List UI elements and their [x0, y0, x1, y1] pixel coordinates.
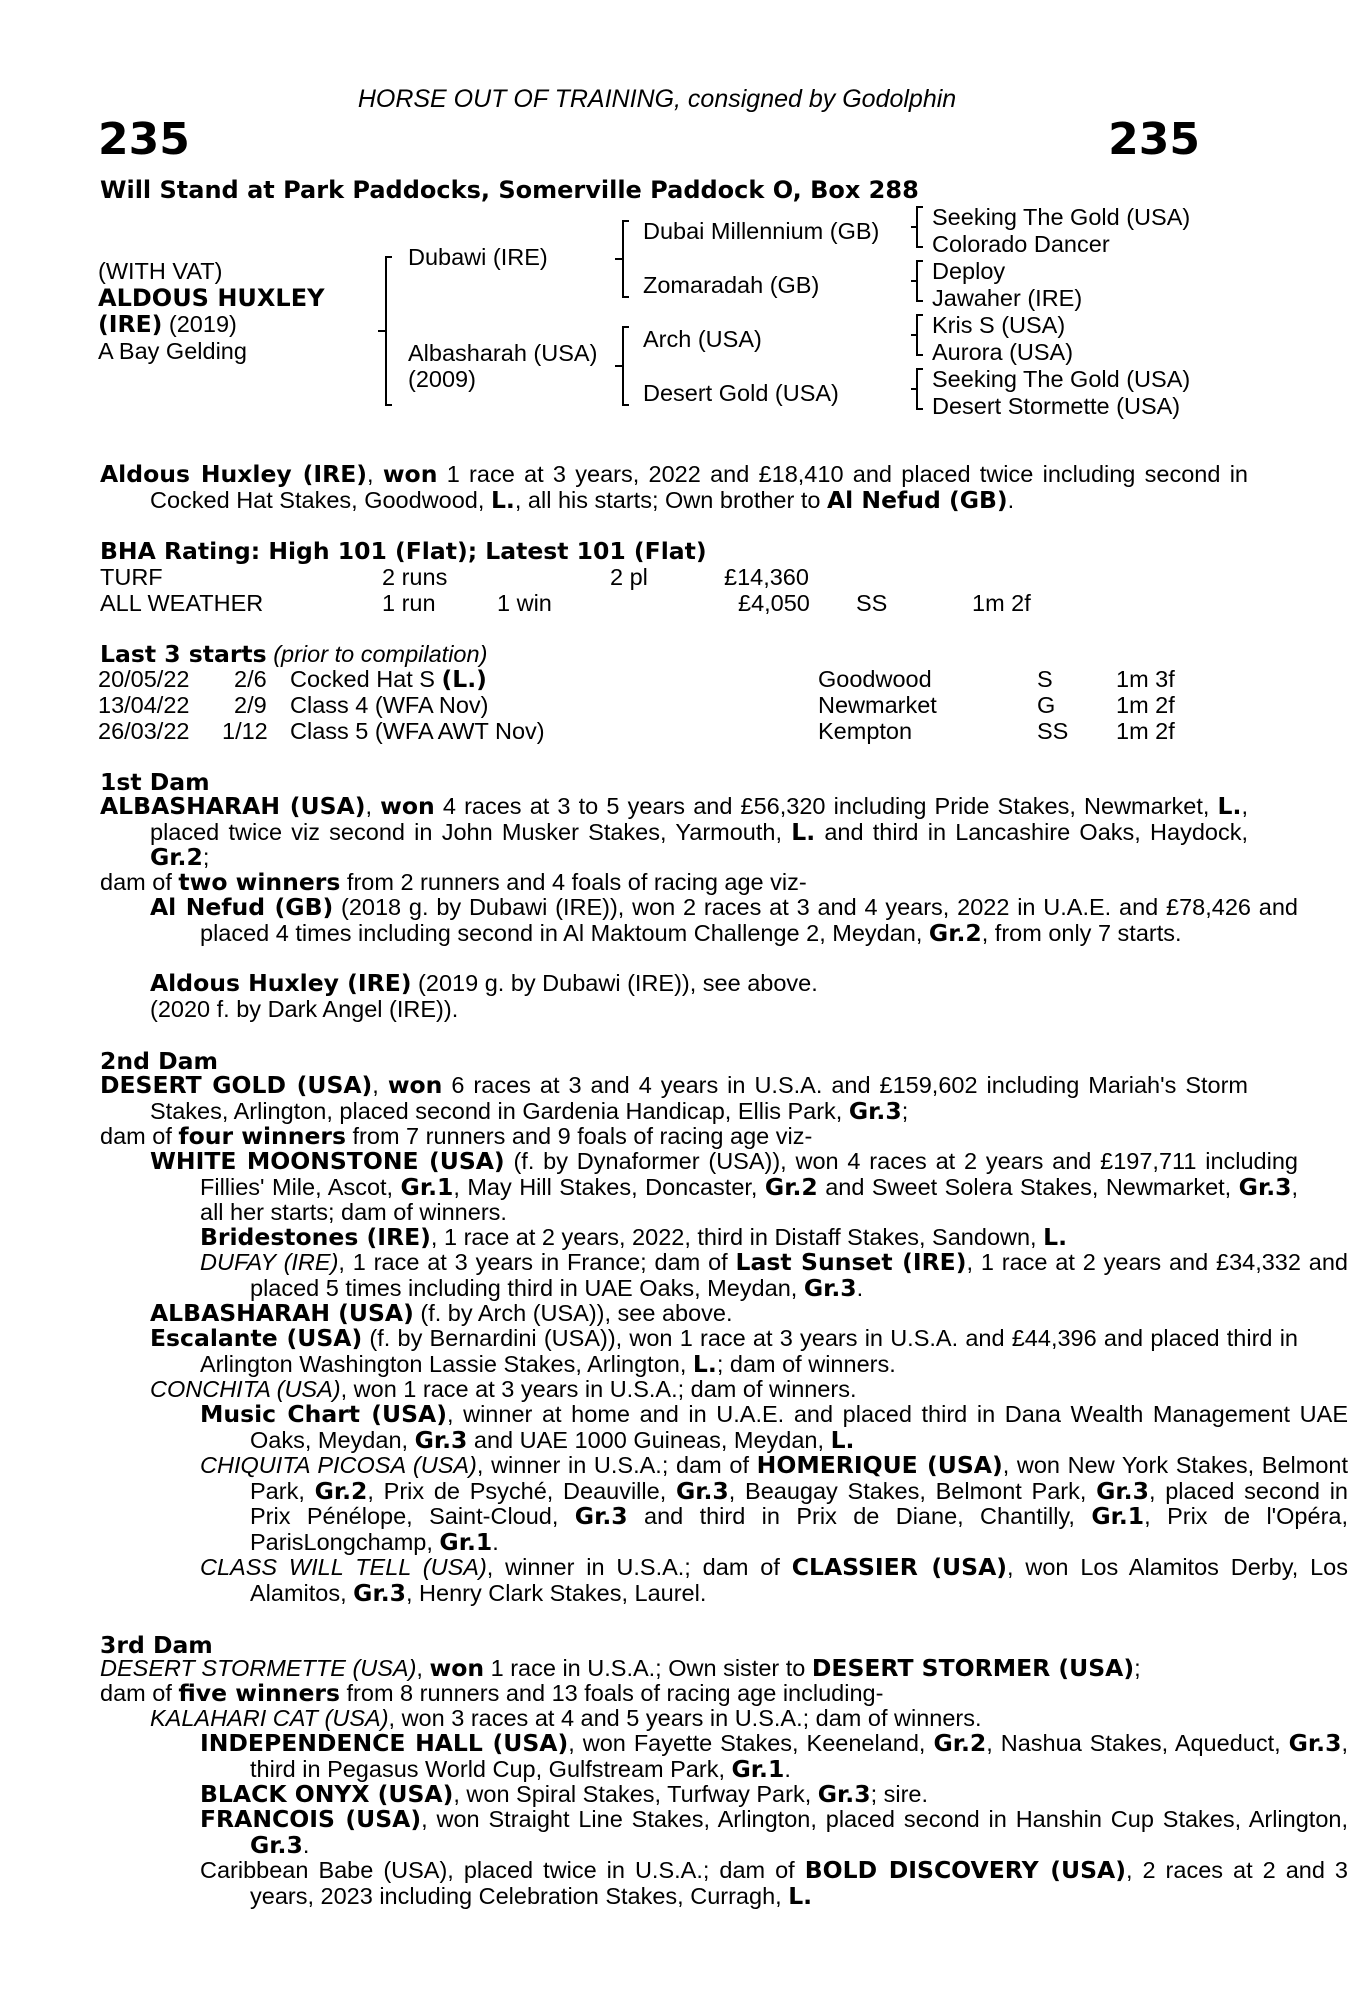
pedigree-sire-sire: Dubai Millennium (GB): [643, 218, 880, 244]
record-text: dam of: [100, 1123, 179, 1149]
produce-name: FRANCOIS (USA): [200, 1805, 422, 1833]
horse-name: ALDOUS HUXLEY: [98, 284, 325, 312]
grade-mark: Gr.3: [817, 1780, 871, 1808]
pedigree-sire: Dubawi (IRE): [408, 244, 548, 270]
record-text: Caribbean Babe (USA), placed twice in U.S.A.; dam of: [200, 1857, 805, 1883]
horse-origin: (IRE): [98, 310, 163, 338]
start-position: 1/12: [222, 718, 268, 744]
produce-name: Last Sunset (IRE): [735, 1248, 967, 1276]
record-text: , 1 race at 2 years, 2022, third in Distaff Stakes, Sandown,: [430, 1224, 1044, 1250]
bha-money: £4,050: [738, 590, 810, 616]
bha-surface: ALL WEATHER: [100, 590, 264, 616]
dam-name: DESERT STORMETTE (USA): [100, 1655, 417, 1681]
record-text: , Henry Clark Stakes, Laurel.: [405, 1579, 707, 1606]
horse-description: A Bay Gelding: [98, 338, 247, 364]
start-course: Kempton: [818, 718, 913, 744]
grade-mark: Gr.2: [933, 1729, 987, 1757]
produce-independence-hall: [100, 1731, 1348, 1782]
pedigree-ddd: Desert Stormette (USA): [932, 393, 1181, 419]
record-text: , winner at home and in U.A.E. and placed third in Dana Wealth Management UAE Oaks, Meydan,: [250, 1401, 1348, 1453]
produce-albasharah: [100, 1301, 1298, 1327]
produce-music-chart: [100, 1402, 1348, 1453]
produce-conchita: [100, 1377, 1298, 1403]
record-text: 6 races at 3 and 4 years in U.S.A. and £159,602 including Mariah's Storm Stakes, Arlington, placed second in Gardenia Handicap, Ellis Park,: [150, 1072, 1248, 1124]
record-text: ;: [901, 1097, 909, 1124]
second-dam-produce-summary: [100, 1124, 1198, 1150]
summary-won: won: [382, 460, 438, 488]
produce-name: BLACK ONYX (USA): [200, 1780, 454, 1808]
start-race: [290, 666, 487, 692]
horse-summary: Aldous Huxley (IRE), won 1 race at 3 years, 2022 and £18,410 and placed twice including second in Cocked Hat Stakes, Goodwood, L., all his starts; Own brother to Al Nefud (GB).: [100, 460, 1249, 514]
stabling-line: Will Stand at Park Paddocks, Somerville Paddock O, Box 288: [100, 176, 919, 204]
record-text: .: [492, 1528, 499, 1555]
record-text: , won New York Stakes, Belmont Park,: [250, 1452, 1348, 1504]
grade-mark: Gr.3: [1288, 1729, 1342, 1757]
record-text: .: [784, 1755, 791, 1782]
start-position: 2/6: [234, 666, 267, 692]
lot-number-left: 235: [98, 114, 190, 165]
dam-name: DESERT GOLD (USA): [100, 1071, 373, 1099]
pedigree-brace-ss: [916, 206, 918, 248]
horse-origin-year: [98, 311, 237, 337]
listed-mark: L.: [692, 1349, 717, 1378]
relative-name: DESERT STORMER (USA): [811, 1654, 1135, 1682]
grade-mark: Gr.2: [764, 1172, 818, 1201]
start-course: Newmarket: [818, 692, 937, 718]
third-dam-record: [100, 1656, 1198, 1682]
record-text: , May Hill Stakes, Doncaster,: [453, 1173, 765, 1200]
bha-money: £14,360: [724, 564, 809, 590]
bha-wins: 1 win: [497, 590, 552, 616]
start-going: S: [1037, 666, 1053, 692]
start-race: Class 5 (WFA AWT Nov): [290, 718, 545, 744]
listed-mark: L.: [1043, 1223, 1068, 1251]
produce-name: Bridestones (IRE): [200, 1223, 431, 1251]
grade-mark: Gr.3: [1238, 1172, 1292, 1201]
produce-name: INDEPENDENCE HALL (USA): [200, 1729, 569, 1757]
pedigree-brace-dam: [622, 326, 624, 406]
produce-2020-filly: [100, 997, 1298, 1023]
record-text: , Nashua Stakes, Aqueduct,: [986, 1730, 1289, 1756]
grade-mark: Gr.2: [150, 843, 203, 871]
record-text: , winner in U.S.A.; dam of: [486, 1554, 792, 1580]
grade-mark: Gr.2: [928, 918, 982, 947]
record-text: , Beaugay Stakes, Belmont Park,: [728, 1477, 1097, 1504]
bha-runs: 1 run: [382, 590, 436, 616]
record-text: 4 races at 3 to 5 years and £56,320 including Pride Stakes, Newmarket,: [434, 793, 1218, 819]
record-text: , third in Pegasus World Cup, Gulfstream Park,: [250, 1730, 1348, 1782]
pedigree-dam-year: (2009): [408, 366, 476, 392]
record-text: (2020 f. by Dark Angel (IRE)).: [150, 996, 459, 1022]
produce-aldous-huxley: [100, 971, 1298, 997]
record-text: from 8 runners and 13 foals of racing age including-: [339, 1680, 884, 1706]
pedigree-brace-dd: [916, 368, 918, 410]
bha-distance: 1m 2f: [972, 590, 1031, 616]
record-text: , Prix de Psyché, Deauville,: [367, 1477, 676, 1504]
won-label: won: [380, 792, 435, 820]
produce-name: CONCHITA (USA): [150, 1376, 341, 1402]
consignment-banner: HORSE OUT OF TRAINING, consigned by Godolphin: [357, 85, 957, 113]
record-text: and third in Lancashire Oaks, Haydock,: [815, 818, 1248, 845]
pedigree-dam: Albasharah (USA): [408, 340, 598, 366]
produce-name: Al Nefud (GB): [150, 893, 334, 921]
record-text: .: [856, 1274, 864, 1301]
produce-name: CLASSIER (USA): [791, 1553, 1007, 1581]
produce-black-onyx: [100, 1782, 1348, 1808]
winners-count: five winners: [178, 1679, 340, 1707]
record-text: , won 1 race at 3 years in U.S.A.; dam of winners.: [340, 1376, 857, 1402]
record-text: 1 race in U.S.A.; Own sister to: [484, 1655, 812, 1681]
start-date: 26/03/22: [98, 718, 190, 744]
record-text: dam of: [100, 1680, 179, 1706]
record-text: ;: [1134, 1655, 1141, 1681]
produce-name: CLASS WILL TELL (USA): [200, 1554, 487, 1580]
produce-chiquita-picosa: [100, 1453, 1348, 1555]
record-text: ;: [202, 844, 210, 870]
record-text: and Sweet Solera Stakes, Newmarket,: [817, 1173, 1239, 1200]
winners-count: two winners: [178, 868, 341, 896]
first-dam-record: ALBASHARAH (USA), won 4 races at 3 to 5 years and £56,320 including Pride Stakes, Newmarket, L., placed twice viz second in John Musker Stakes, Yarmouth, L. and third in Lancashire Oaks, Haydock, Gr.2;: [100, 792, 1248, 871]
summary-listed: L.: [490, 485, 515, 514]
produce-name: Aldous Huxley (IRE): [150, 969, 412, 997]
record-text: ; dam of winners.: [716, 1350, 896, 1377]
pedigree-dam-dam: Desert Gold (USA): [643, 380, 839, 406]
start-distance: 1m 2f: [1116, 692, 1175, 718]
record-text: (f. by Bernardini (USA)), won 1 race at 3 years in U.S.A. and £44,396 and placed third in Arlington Washington Lassie Stakes, Arlington,: [200, 1325, 1298, 1377]
summary-text-1: 1 race at 3 years, 2022 and £18,410 and placed twice including second in Cocked Hat Stakes, Goodwood,: [150, 461, 1249, 513]
record-text: , winner in U.S.A.; dam of: [476, 1452, 757, 1478]
record-text: from 7 runners and 9 foals of racing age viz-: [346, 1123, 813, 1149]
listed-mark: L.: [791, 817, 816, 846]
won-label: won: [429, 1654, 485, 1682]
grade-mark: Gr.1: [400, 1172, 454, 1201]
summary-horse-name: Aldous Huxley (IRE): [100, 460, 368, 488]
second-dam-record: DESERT GOLD (USA), won 6 races at 3 and 4 years in U.S.A. and £159,602 including Mariah's Storm Stakes, Arlington, placed second in Gardenia Handicap, Ellis Park, Gr.3;: [100, 1071, 1248, 1125]
record-text: dam of: [100, 869, 179, 895]
record-text: , Prix de l'Opéra, ParisLongchamp,: [250, 1503, 1348, 1555]
record-text: , placed twice viz second in John Musker Stakes, Yarmouth,: [150, 793, 1248, 845]
record-text: , 1 race at 2 years and £34,332 and placed 5 times including third in UAE Oaks, Meydan,: [250, 1249, 1348, 1301]
record-text: , all her starts; dam of winners.: [200, 1173, 1299, 1225]
pedigree-dss: Kris S (USA): [932, 312, 1066, 338]
produce-name: CHIQUITA PICOSA (USA): [200, 1452, 477, 1478]
summary-brother: Al Nefud (GB): [827, 485, 1008, 514]
produce-caribbean-babe: [100, 1858, 1348, 1909]
start-going: SS: [1037, 718, 1069, 744]
vat-note: (WITH VAT): [98, 258, 223, 284]
grade-mark: Gr.3: [803, 1273, 857, 1302]
record-text: (2018 g. by Dubawi (IRE)), won 2 races at 3 and 4 years, 2022 in U.A.E. and £78,426 and placed 4 times including second in Al Maktoum Challenge 2, Meydan,: [200, 894, 1298, 946]
last-starts-note: (prior to compilation): [273, 641, 488, 667]
pedigree-sdd: Jawaher (IRE): [932, 285, 1083, 311]
grade-mark: Gr.3: [414, 1425, 468, 1454]
third-dam-heading: 3rd Dam: [100, 1631, 213, 1659]
start-date: 20/05/22: [98, 666, 190, 692]
produce-escalante: [100, 1326, 1298, 1377]
record-text: , from only 7 starts.: [981, 919, 1182, 946]
first-dam-heading: 1st Dam: [100, 768, 210, 796]
pedigree-brace-sd: [916, 260, 918, 302]
start-race-grade: (L.): [441, 665, 487, 693]
record-text: (f. by Arch (USA)), see above.: [413, 1300, 733, 1326]
listed-mark: L.: [788, 1881, 813, 1910]
start-going: G: [1037, 692, 1056, 718]
start-date: 13/04/22: [98, 692, 190, 718]
pedigree-dds: Seeking The Gold (USA): [932, 366, 1191, 392]
grade-mark: Gr.3: [250, 1830, 303, 1859]
grade-mark: Gr.3: [1096, 1476, 1149, 1505]
listed-mark: L.: [830, 1425, 855, 1454]
bha-surface: TURF: [100, 564, 163, 590]
listed-mark: L.: [1217, 792, 1242, 820]
grade-mark: Gr.2: [314, 1476, 368, 1505]
produce-dufay: [100, 1250, 1348, 1301]
bha-runs: 2 runs: [382, 564, 448, 590]
summary-text-2: , all his starts; Own brother to: [514, 486, 827, 513]
third-dam-produce-summary: [100, 1681, 1198, 1707]
bha-going: SS: [856, 590, 888, 616]
produce-name: BOLD DISCOVERY (USA): [804, 1856, 1126, 1884]
lot-number-right: 235: [1108, 114, 1200, 165]
grade-mark: Gr.3: [574, 1502, 628, 1530]
grade-mark: Gr.1: [731, 1754, 785, 1783]
start-race-name: Cocked Hat S: [290, 666, 442, 692]
pedigree-sss: Seeking The Gold (USA): [932, 204, 1191, 230]
record-text: , won Spiral Stakes, Turfway Park,: [453, 1781, 818, 1807]
produce-class-will-tell: [100, 1555, 1348, 1606]
record-text: (f. by Dynaformer (USA)), won 4 races at 2 years and £197,711 including Fillies' Mile, Ascot,: [200, 1148, 1298, 1200]
produce-al-nefud: [100, 895, 1298, 946]
record-text: .: [302, 1831, 310, 1858]
record-text: , won 3 races at 4 and 5 years in U.S.A.; dam of winners.: [388, 1705, 982, 1731]
start-distance: 1m 3f: [1116, 666, 1175, 692]
grade-mark: Gr.3: [353, 1578, 406, 1607]
record-text: , 1 race at 3 years in France; dam of: [338, 1249, 736, 1275]
record-text: ,: [416, 1655, 430, 1681]
record-text: and third in Prix de Diane, Chantilly,: [627, 1503, 1092, 1529]
horse-year: (2019): [168, 311, 237, 337]
dam-name: ALBASHARAH (USA): [100, 792, 366, 820]
start-course: Goodwood: [818, 666, 932, 692]
produce-name: ALBASHARAH (USA): [150, 1299, 414, 1327]
record-text: , won Fayette Stakes, Keeneland,: [568, 1730, 934, 1756]
record-text: (2019 g. by Dubawi (IRE)), see above.: [411, 970, 818, 996]
bha-rating-heading: BHA Rating: High 101 (Flat); Latest 101 (Flat): [100, 537, 707, 565]
winners-count: four winners: [178, 1122, 346, 1150]
record-text: , placed second in Prix Pénélope, Saint-Cloud,: [250, 1477, 1348, 1529]
record-text: ; sire.: [870, 1781, 929, 1807]
produce-name: Escalante (USA): [150, 1324, 363, 1352]
won-label: won: [387, 1071, 443, 1099]
produce-name: KALAHARI CAT (USA): [150, 1705, 389, 1731]
grade-mark: Gr.3: [675, 1476, 729, 1505]
pedigree-brace-main: [385, 256, 387, 406]
second-dam-heading: 2nd Dam: [100, 1047, 218, 1075]
pedigree-ssd: Colorado Dancer: [932, 231, 1110, 257]
produce-name: WHITE MOONSTONE (USA): [150, 1147, 505, 1175]
record-text: , won Straight Line Stakes, Arlington, placed second in Hanshin Cup Stakes, Arlington,: [421, 1806, 1348, 1832]
start-race: Class 4 (WFA Nov): [290, 692, 489, 718]
pedigree-sds: Deploy: [932, 258, 1006, 284]
last-starts-title: Last 3 starts: [100, 640, 267, 668]
record-text: , won Los Alamitos Derby, Los Alamitos,: [250, 1554, 1348, 1606]
start-position: 2/9: [234, 692, 267, 718]
produce-kalahari-cat: [100, 1706, 1298, 1732]
pedigree-dam-sire: Arch (USA): [643, 326, 762, 352]
record-text: from 2 runners and 4 foals of racing age viz-: [340, 869, 807, 895]
grade-mark: Gr.1: [439, 1527, 493, 1556]
pedigree-brace-ds: [916, 314, 918, 356]
produce-name: Music Chart (USA): [200, 1400, 447, 1428]
produce-white-moonstone: [100, 1149, 1298, 1226]
record-text: and UAE 1000 Guineas, Meydan,: [467, 1426, 831, 1453]
pedigree-brace-sire: [622, 220, 624, 298]
pedigree-dsd: Aurora (USA): [932, 339, 1074, 365]
produce-bridestones: [100, 1225, 1348, 1251]
last-starts-heading: [100, 640, 487, 668]
produce-name: DUFAY (IRE): [200, 1249, 339, 1275]
summary-end: .: [1007, 486, 1015, 513]
record-text: , 2 races at 2 and 3 years, 2023 including Celebration Stakes, Curragh,: [250, 1857, 1348, 1909]
grade-mark: Gr.3: [848, 1096, 902, 1125]
pedigree-sire-dam: Zomaradah (GB): [643, 272, 820, 298]
produce-francois: [100, 1807, 1348, 1858]
produce-name: HOMERIQUE (USA): [756, 1451, 1003, 1479]
first-dam-produce-summary: [100, 870, 1198, 896]
bha-placed: 2 pl: [610, 564, 648, 590]
start-distance: 1m 2f: [1116, 718, 1175, 744]
grade-mark: Gr.1: [1091, 1502, 1145, 1530]
